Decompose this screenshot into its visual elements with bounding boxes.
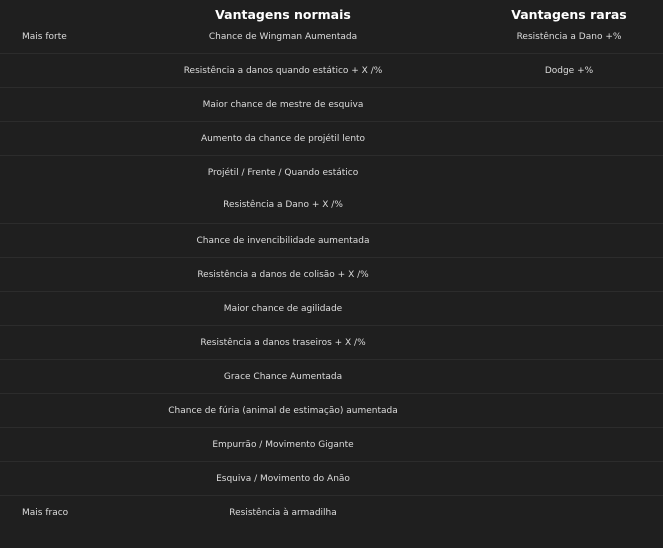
table-row	[0, 156, 663, 224]
table-row	[0, 326, 663, 360]
normal-perk: Projétil / Frente / Quando estático	[207, 168, 359, 178]
table-row	[0, 122, 663, 156]
normal-perk: Resistência a danos traseiros + X /%	[200, 338, 366, 348]
perks-table	[0, 20, 663, 530]
normal-perk-line2: Resistência a Dano + X /%	[223, 200, 343, 210]
table-row	[0, 258, 663, 292]
normal-perk: Chance de Wingman Aumentada	[208, 32, 358, 42]
table-row	[0, 54, 663, 88]
normal-perk: Grace Chance Aumentada	[223, 372, 343, 382]
rare-perk: Dodge +%	[544, 66, 594, 76]
table-row	[0, 292, 663, 326]
normal-perk: Maior chance de agilidade	[223, 304, 343, 314]
table-row	[0, 394, 663, 428]
table-row	[0, 428, 663, 462]
normal-perks-title: Vantagens normais	[215, 7, 351, 22]
tier-label: Mais forte	[22, 32, 67, 42]
rare-perks-title: Vantagens raras	[511, 7, 627, 22]
table-row	[0, 496, 663, 530]
table-row	[0, 224, 663, 258]
normal-perk: Resistência a danos de colisão + X /%	[197, 270, 369, 280]
normal-perk: Aumento da chance de projétil lento	[200, 134, 366, 144]
tier-label: Mais fraco	[22, 508, 69, 518]
table-row	[0, 462, 663, 496]
table-row	[0, 20, 663, 54]
normal-perk: Esquiva / Movimento do Anão	[216, 474, 350, 484]
table-row	[0, 360, 663, 394]
normal-perk: Chance de invencibilidade aumentada	[196, 236, 370, 246]
table-row	[0, 88, 663, 122]
normal-perk: Resistência a danos quando estático + X /%	[183, 66, 383, 76]
normal-perk: Empurrão / Movimento Gigante	[212, 440, 354, 450]
normal-perk: Chance de fúria (animal de estimação) aumentada	[168, 406, 398, 416]
normal-perk: Maior chance de mestre de esquiva	[202, 100, 364, 110]
table-header	[0, 0, 663, 22]
normal-perk: Resistência à armadilha	[229, 508, 337, 518]
rare-perk: Resistência a Dano +%	[516, 32, 622, 42]
